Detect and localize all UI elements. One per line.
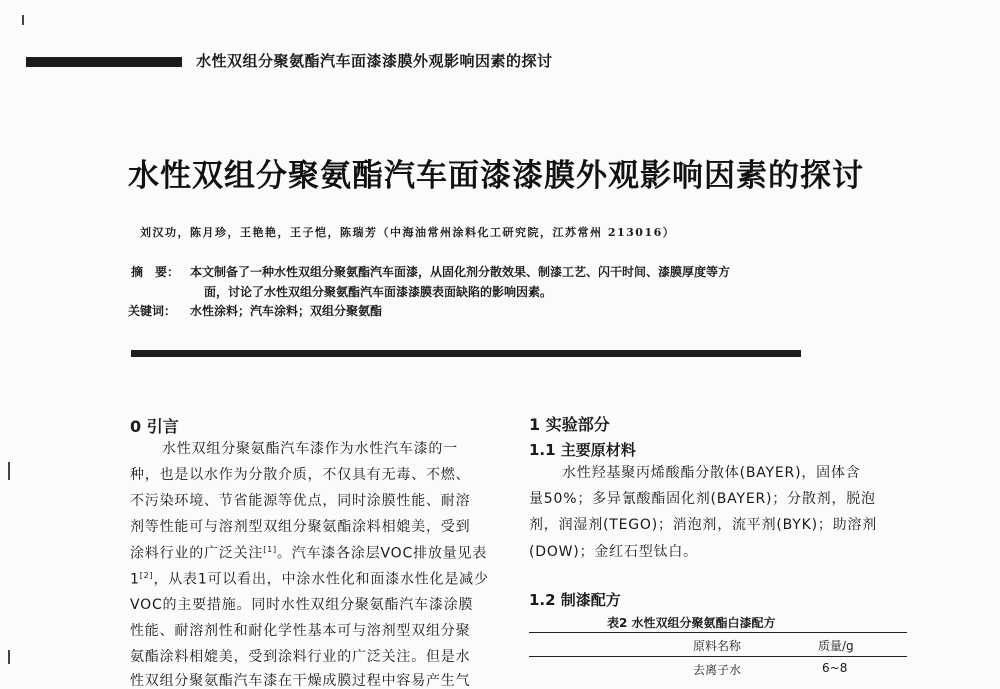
table-cell: 去离子水 xyxy=(693,663,742,677)
body-line xyxy=(130,572,489,587)
citation-ref: [2] xyxy=(139,571,154,580)
body-text: 。汽车漆各涂层VOC排放量见表 xyxy=(276,545,488,562)
body-line: 性能、耐溶剂性和耐化学性基本可与溶剂型双组分聚 xyxy=(130,623,471,639)
body-line: VOC的主要措施。同时水性双组分聚氨酯汽车漆涂膜 xyxy=(130,597,474,613)
body-line: 剂，润湿剂(TEGO)；消泡剂，流平剂(BYK)；助溶剂 xyxy=(529,517,878,533)
body-text: ，从表1可以看出，中涂水性化和面漆水性化是减少 xyxy=(153,571,489,588)
table-top-rule xyxy=(529,632,907,633)
abstract-label: 摘 要： xyxy=(131,265,180,279)
abstract-line: 本文制备了一种水性双组分聚氨酯汽车面漆，从固化剂分散效果、制漆工艺、闪干时间、漆膜厚度等方 xyxy=(190,265,731,279)
body-line: 剂等性能可与溶剂型双组分聚氨酯涂料相媲美，受到 xyxy=(130,519,471,535)
section-heading-introduction: 0 引言 xyxy=(130,417,179,436)
body-text: 1 xyxy=(130,571,140,588)
author-line: 刘汉功，陈月珍，王艳艳，王子恺，陈瑞芳（中海油常州涂料化工研究院，江苏常州 213016） xyxy=(140,226,676,239)
table-cell: 6~8 xyxy=(822,661,848,675)
abstract-line: 面，讨论了水性双组分聚氨酯汽车面漆漆膜表面缺陷的影响因素。 xyxy=(204,285,553,299)
table-title: 表2 水性双组分聚氨酯白漆配方 xyxy=(607,616,776,630)
keywords-text: 水性涂料；汽车涂料；双组分聚氨酯 xyxy=(190,304,383,318)
subsection-heading-materials: 1.1 主要原材料 xyxy=(529,441,636,459)
body-line: 性双组分聚氨酯汽车漆在干燥成膜过程中容易产生气 xyxy=(130,673,471,689)
keywords-label: 关键词： xyxy=(128,304,177,318)
scan-mark xyxy=(8,650,10,664)
body-line: 水性羟基聚丙烯酸酯分散体(BAYER)，固体含 xyxy=(562,465,861,481)
body-line xyxy=(130,546,487,561)
table-header-rule xyxy=(529,656,907,657)
scan-mark xyxy=(8,462,10,480)
running-head: 水性双组分聚氨酯汽车面漆漆膜外观影响因素的探讨 xyxy=(196,52,553,70)
subsection-heading-formulation: 1.2 制漆配方 xyxy=(529,591,621,609)
article-title: 水性双组分聚氨酯汽车面漆漆膜外观影响因素的探讨 xyxy=(128,158,864,194)
section-heading-experiment: 1 实验部分 xyxy=(529,415,610,434)
body-line: 不污染环境、节省能源等优点，同时涂膜性能、耐溶 xyxy=(130,493,471,509)
citation-ref: [1] xyxy=(263,545,277,554)
body-line: 种，也是以水作为分散介质，不仅具有无毒、不燃、 xyxy=(130,467,471,483)
body-text: 涂料行业的广泛关注 xyxy=(130,545,264,562)
table-header-cell: 质量/g xyxy=(818,639,854,653)
body-line: (DOW)；金红石型钛白。 xyxy=(529,544,698,560)
section-separator xyxy=(131,350,801,357)
table-header-cell: 原料名称 xyxy=(693,639,742,653)
body-line: 水性双组分聚氨酯汽车漆作为水性汽车漆的一 xyxy=(162,441,458,457)
scan-mark xyxy=(22,15,24,25)
body-line: 氨酯涂料相媲美，受到涂料行业的广泛关注。但是水 xyxy=(130,649,471,665)
header-bar xyxy=(26,57,182,67)
body-line: 量50%；多异氰酸酯固化剂(BAYER)；分散剂，脱泡 xyxy=(529,491,876,507)
